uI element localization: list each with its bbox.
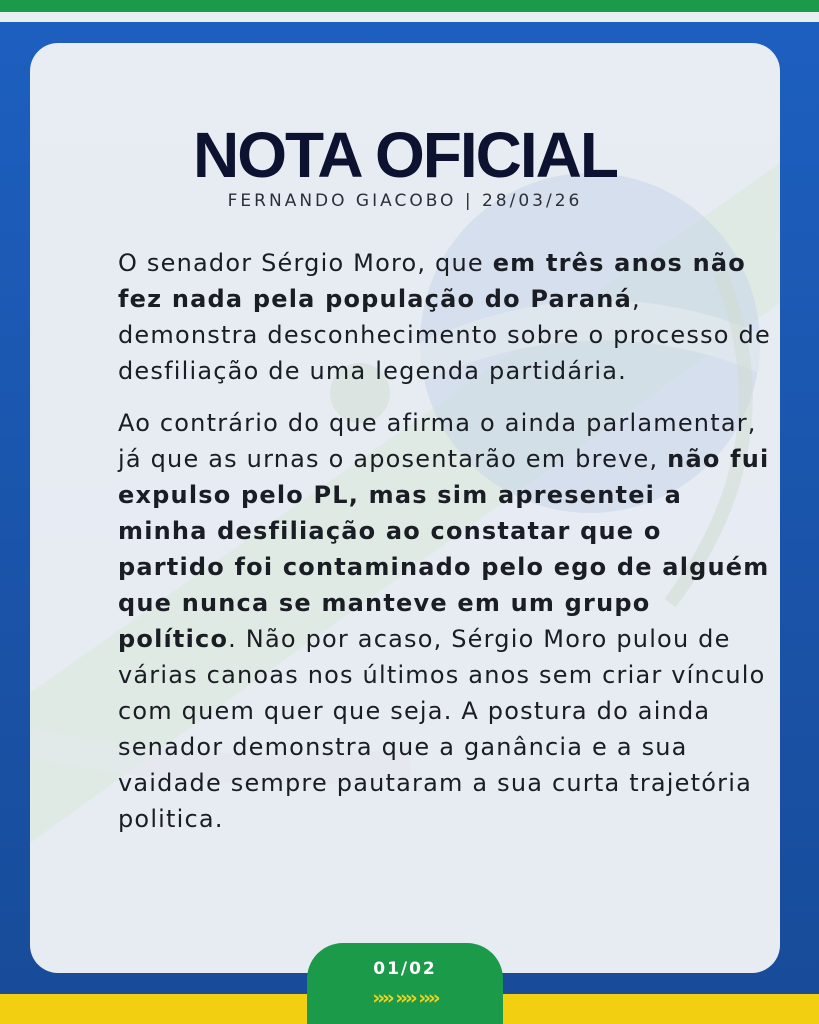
paragraph-1: [118, 245, 778, 389]
top-green-stripe: [0, 0, 819, 12]
top-white-stripe: [0, 12, 819, 22]
paragraph-1-bold: em três anos não fez nada pela população do Paraná: [118, 249, 746, 313]
byline: FERNANDO GIACOBO | 28/03/26: [227, 191, 583, 211]
note-body: [118, 245, 778, 853]
page-title: NOTA OFICIAL: [193, 119, 617, 191]
paragraph-2-bold: não fui expulso pelo PL, mas sim apresentei a minha desfiliação ao constatar que o partido foi contaminado pelo ego de alguém que nunca se manteve em um grupo político: [118, 445, 770, 653]
page-number: 01/02: [373, 959, 437, 979]
note-card: [30, 43, 780, 973]
paragraph-1-text-b: , demonstra desconhecimento sobre o processo de desfiliação de uma legenda partidária.: [118, 285, 771, 385]
paragraph-2-text-a: Ao contrário do que afirma o ainda parlamentar, já que as urnas o aposentarão em breve,: [118, 409, 757, 473]
page-indicator[interactable]: [307, 943, 503, 1024]
paragraph-2: [118, 405, 778, 837]
paragraph-2-text-b: . Não por acaso, Sérgio Moro pulou de várias canoas nos últimos anos sem criar vínculo com quem quer que seja. A postura do ainda senador demonstra que a ganância e a sua vaidade sempre pautaram a sua curta trajetória politica.: [118, 625, 766, 833]
paragraph-1-text-a: O senador Sérgio Moro, que: [118, 249, 493, 277]
chevron-arrows-icon: ›››› ›››› ››››: [372, 987, 438, 1009]
